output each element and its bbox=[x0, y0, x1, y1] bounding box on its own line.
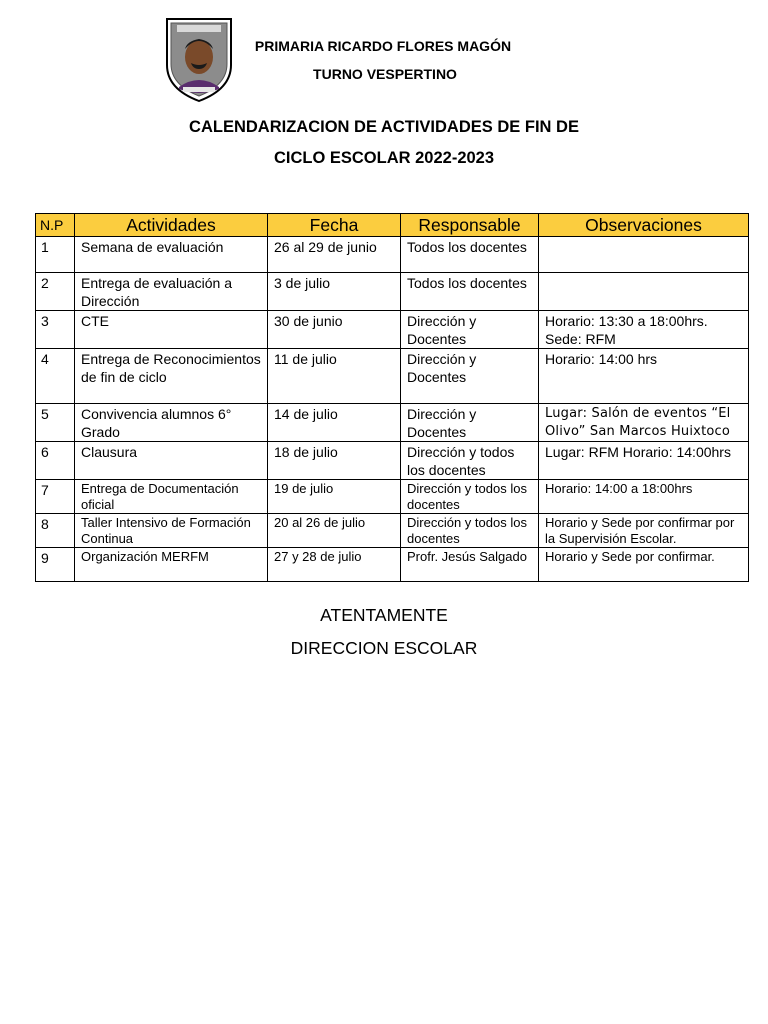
cell-responsable: Dirección y todos los docentes bbox=[401, 442, 539, 480]
cell-fecha: 18 de julio bbox=[268, 442, 401, 480]
cell-fecha: 3 de julio bbox=[268, 273, 401, 311]
cell-observaciones: Horario: 14:00 a 18:00hrs bbox=[539, 480, 749, 514]
cell-responsable: Dirección y todos los docentes bbox=[401, 480, 539, 514]
table-row bbox=[36, 273, 749, 311]
cell-observaciones: Horario y Sede por confirmar por la Supervisión Escolar. bbox=[539, 514, 749, 548]
cell-actividad: Entrega de Reconocimientos de fin de ciclo bbox=[75, 349, 268, 404]
cell-responsable: Dirección y Docentes bbox=[401, 311, 539, 349]
activities-table bbox=[35, 213, 749, 582]
table-row bbox=[36, 404, 749, 442]
cell-observaciones: Horario y Sede por confirmar. bbox=[539, 548, 749, 582]
cell-actividad: Semana de evaluación bbox=[75, 237, 268, 273]
cell-fecha: 14 de julio bbox=[268, 404, 401, 442]
header-observaciones: Observaciones bbox=[539, 214, 749, 237]
table-row bbox=[36, 514, 749, 548]
signoff-direccion: DIRECCION ESCOLAR bbox=[290, 638, 478, 658]
cell-actividad: Entrega de evaluación a Dirección bbox=[75, 273, 268, 311]
cell-responsable: Todos los docentes bbox=[401, 273, 539, 311]
cell-actividad: Organización MERFM bbox=[75, 548, 268, 582]
cell-actividad: Entrega de Documentación oficial bbox=[75, 480, 268, 514]
cell-actividad: Convivencia alumnos 6° Grado bbox=[75, 404, 268, 442]
cell-fecha: 26 al 29 de junio bbox=[268, 237, 401, 273]
cell-np: 8 bbox=[36, 514, 75, 548]
table-row bbox=[36, 349, 749, 404]
signoff-atentamente: ATENTAMENTE bbox=[320, 605, 448, 625]
document-title-line-1: CALENDARIZACION DE ACTIVIDADES DE FIN DE bbox=[189, 118, 579, 136]
cell-observaciones: Lugar: RFM Horario: 14:00hrs bbox=[539, 442, 749, 480]
cell-fecha: 20 al 26 de julio bbox=[268, 514, 401, 548]
cell-np: 7 bbox=[36, 480, 75, 514]
cell-np: 9 bbox=[36, 548, 75, 582]
header-fecha: Fecha bbox=[268, 214, 401, 237]
cell-responsable: Dirección y todos los docentes bbox=[401, 514, 539, 548]
cell-np: 3 bbox=[36, 311, 75, 349]
cell-responsable: Dirección y Docentes bbox=[401, 404, 539, 442]
cell-fecha: 19 de julio bbox=[268, 480, 401, 514]
cell-actividad: Clausura bbox=[75, 442, 268, 480]
cell-responsable: Todos los docentes bbox=[401, 237, 539, 273]
cell-observaciones: Horario: 14:00 hrs bbox=[539, 349, 749, 404]
shift-label: TURNO VESPERTINO bbox=[313, 66, 457, 82]
cell-np: 1 bbox=[36, 237, 75, 273]
header-actividades: Actividades bbox=[75, 214, 268, 237]
cell-fecha: 11 de julio bbox=[268, 349, 401, 404]
cell-actividad: Taller Intensivo de Formación Continua bbox=[75, 514, 268, 548]
cell-np: 2 bbox=[36, 273, 75, 311]
table-row bbox=[36, 548, 749, 582]
header-responsable: Responsable bbox=[401, 214, 539, 237]
cell-np: 4 bbox=[36, 349, 75, 404]
table-row bbox=[36, 480, 749, 514]
school-crest-logo bbox=[161, 15, 237, 103]
cell-fecha: 27 y 28 de julio bbox=[268, 548, 401, 582]
table-row bbox=[36, 311, 749, 349]
cell-responsable: Dirección y Docentes bbox=[401, 349, 539, 404]
document-title-line-2: CICLO ESCOLAR 2022-2023 bbox=[273, 149, 495, 167]
cell-responsable: Profr. Jesús Salgado bbox=[401, 548, 539, 582]
cell-np: 6 bbox=[36, 442, 75, 480]
cell-actividad: CTE bbox=[75, 311, 268, 349]
cell-observaciones bbox=[539, 273, 749, 311]
cell-observaciones bbox=[539, 237, 749, 273]
cell-observaciones: Horario: 13:30 a 18:00hrs. Sede: RFM bbox=[539, 311, 749, 349]
table-header-row bbox=[36, 214, 749, 237]
header-np: N.P bbox=[36, 214, 75, 237]
table-row bbox=[36, 237, 749, 273]
cell-np: 5 bbox=[36, 404, 75, 442]
cell-observaciones: Lugar: Salón de eventos “El Olivo” San Marcos Huixtoco bbox=[539, 404, 749, 442]
cell-fecha: 30 de junio bbox=[268, 311, 401, 349]
table-row bbox=[36, 442, 749, 480]
school-name: PRIMARIA RICARDO FLORES MAGÓN bbox=[254, 38, 512, 54]
